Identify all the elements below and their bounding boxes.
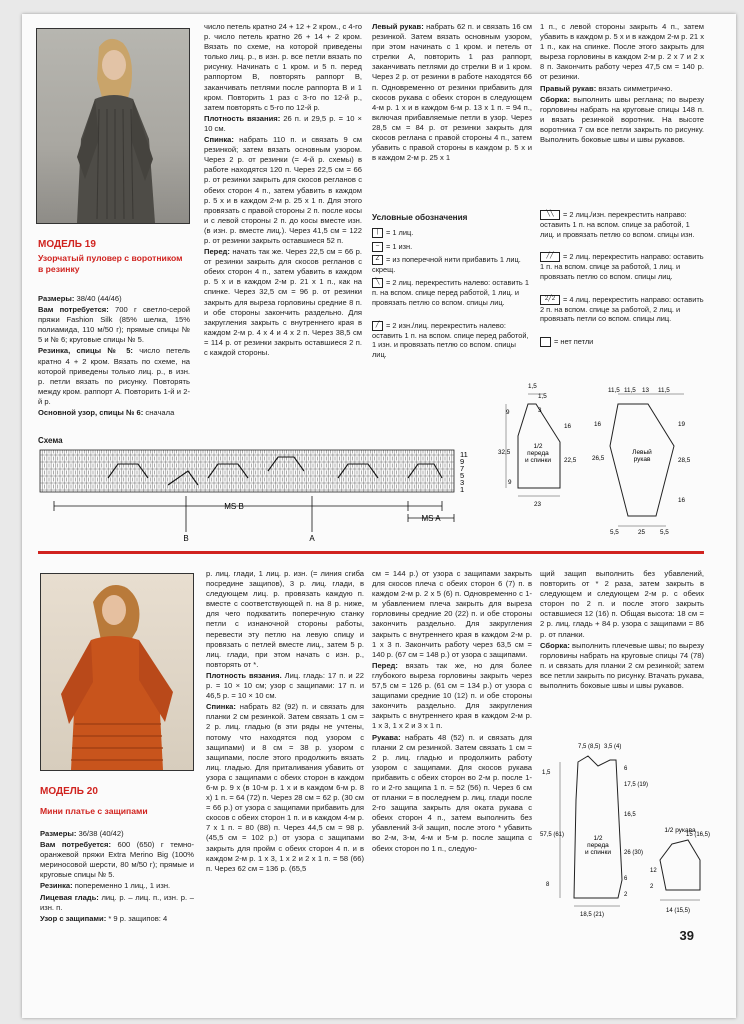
paragraph-heading: Сборка: xyxy=(540,640,570,650)
legend-item xyxy=(372,278,532,307)
paragraph-text: 38/40 (44/46) xyxy=(74,294,122,303)
dim20-14: 15 (16,5) xyxy=(686,832,710,838)
model20-photo xyxy=(40,573,194,771)
paragraph-heading: Резинка, спицы № 5: xyxy=(38,346,133,356)
paragraph xyxy=(40,840,194,880)
legend-text: = 1 изн. xyxy=(386,241,413,251)
dim20-13: 12 xyxy=(650,868,657,874)
paragraph xyxy=(40,881,194,891)
paragraph xyxy=(40,893,194,913)
dim-sleeve-8: 5,5 xyxy=(660,529,669,536)
paragraph xyxy=(38,346,190,407)
woman-orange-dress-illustration xyxy=(41,574,193,770)
paragraph-text: набрать 62 п. и связать 16 см резинкой. Затем вязать основным узором, при этом начинать с 1 кром. и петель от стрелки А, повторить 1 раз раппорт, заканчивать петлями до стрелки В и 1 кром. Через 2 р. от резинки в работе находятся 66 п. Одновременно от резинки прибавить для скосов рукава с обеих сторон в следующем 4-м р. 1 х и в каждом 6-м р. 13 х 1 п. = 94 п., включая прибавляемые петли в узор. Через 28,5 см = 84 р. от резинки закрыть для скосов реглана с правой стороны 4 п., затем убавить с правой стороны в каждом р. 5 х и в каждом 2-м р. 25 х 1 xyxy=(372,22,532,163)
model20-pattern-diagram xyxy=(540,740,710,920)
legend-title: Условные обозначения xyxy=(372,213,468,222)
legend-text: = 4 лиц. перекрестить направо: оставить 2 п. на вспом. спице за работой, 2 лиц. и провязать петли со вспом. спицы лиц. xyxy=(540,294,704,324)
row-numbers xyxy=(460,450,468,494)
paragraph xyxy=(204,135,362,246)
dim-sleeve-6: 5,5 xyxy=(610,529,619,536)
half-sleeve-label: 1/2 рукава xyxy=(664,827,696,834)
legend-item xyxy=(540,337,704,347)
half-sleeve-outline xyxy=(660,840,700,890)
paragraph-heading: Резинка: xyxy=(40,881,73,891)
paragraph-text: набрать 48 (52) п. и связать для планки 2 см резинкой. Затем связать 1 см = 2 р. лиц. гладью и продолжить работу узором с защипами. Для скосов рукава прибавить с обеих сторон во 2-м р. после 1-го и 2-го защипа 1 п. = 52 (56) п. Через 6 см от планки = в последнем р. лиц. глади после 2-го защипа закрыть для оката рукава с обеих сторон 4 п., затем выполнить без убавлений 3-й защип, после этого * убавить во 2-м, 3-м, 4-м и 5-м р. после защипа с обеих сторон по 1 п., следую- xyxy=(372,732,532,853)
paragraph-heading: Рукава: xyxy=(372,732,401,742)
dim-front-7: 23 xyxy=(534,501,542,508)
dim20-10: 2 xyxy=(624,892,628,898)
paragraph-text: сначала xyxy=(143,408,175,418)
dim-sleeve-4: 28,5 xyxy=(678,457,691,464)
schema-label: Схема xyxy=(38,436,63,445)
legend-left xyxy=(372,228,532,368)
legend-symbol: – xyxy=(372,242,383,252)
paragraph-heading: Спинка: xyxy=(206,702,236,712)
paragraph-text: попеременно 1 лиц., 1 изн. xyxy=(72,881,171,891)
model20-column-4 xyxy=(540,569,704,719)
legend-text: = 1 лиц. xyxy=(386,228,414,237)
dim-sleeve-5: 16 xyxy=(678,497,686,504)
page-number: 39 xyxy=(679,928,694,943)
arrow-b-label: B xyxy=(183,534,189,543)
front-back-label: 1/2 переда и спинки xyxy=(525,443,551,464)
dim20-12: 8 xyxy=(546,882,550,888)
paragraph xyxy=(540,641,704,691)
legend-text: = 2 лиц. перекрестить налево: оставить 1 п. на вспом. спице перед работой, 1 лиц. и провязать петлю со вспом. спицы лиц. xyxy=(372,278,529,307)
paragraph xyxy=(38,408,190,418)
dim-top-4: 11,5 xyxy=(624,387,636,394)
paragraph xyxy=(206,671,364,701)
paragraph-text: 700 г светло-серой пряжи Fashion Silk (85% шелка, 15% полиамида, 110 м/50 г); прямые спицы № 5 и № 6; круговые спицы № 5. xyxy=(38,305,190,345)
legend-symbol: ╲╲ xyxy=(540,210,560,220)
dim-top-1: 1,5 xyxy=(528,383,537,390)
paragraph xyxy=(540,95,704,145)
legend-text: = 2 лиц. перекрестить направо: оставить 1 п. на вспом. спице за работой, 1 лиц. и провязать петлю со вспом. спицы лиц. xyxy=(540,252,704,281)
dim-top-3: 11,5 xyxy=(608,387,620,394)
paragraph-heading: Лицевая гладь: xyxy=(40,892,99,902)
dim20-11: 18,5 (21) xyxy=(580,912,605,918)
paragraph-text: набрать 82 (92) п. и связать для планки 2 см резинкой. Затем связать 1 см = 2 р. лиц. гладью (в эти ряды не учтены, потому что находятся под узором с защипами) и 8 см = 38 р. узором с защипами, после этого продолжить вязать лиц. гладью. Для приталивания убавить от узора с защипами с обеих сторон в каждом 6-м р. 9 х (в 10-м р. 1 х и в каждом 6-м р. 8 х) 1 п. = 64 (72) п. Через 28 см = 62 р. (30 см = 66 р.) от узора с защипами прибавить для скосов с обеих сторон 1 п. и в каждом 4-м р. 7 х 1 п. = 80 (88) п. Через 44,5 см = 98 р. (45,5 см = 102 р.) от узора с защипами закрыть для пройм с обеих сторон 4 п. и в каждом 2-м р. 1 х 3, 1 х 2 и 2 х 1 п. = 58 (66) п. Через 62 см = 136 р. (65,5 xyxy=(206,702,364,873)
dim20-9: 6 xyxy=(624,876,628,882)
paragraph xyxy=(372,733,532,854)
dim20-1: 7,5 (8,5) xyxy=(578,744,601,750)
paragraph-heading: Плотность вязания: xyxy=(204,113,281,123)
model19-column-3 xyxy=(372,22,532,204)
paragraph-text: * 9 р. защипов: 4 xyxy=(106,913,168,923)
legend-symbol: ╲ xyxy=(372,278,383,288)
dim-top-6: 11,5 xyxy=(658,387,670,394)
paragraph-text: Лиц. гладь: 17 п. и 22 р. = 10 × 10 см; узор с защипами: 17 п. и 46,5 р. = 10 × 10 см. xyxy=(206,670,364,701)
paragraph xyxy=(206,569,364,670)
paragraph xyxy=(204,22,362,113)
dim20-2: 3,5 (4) xyxy=(604,744,622,750)
paragraph-text: выполнить плечевые швы; по вырезу горловины набрать на круговые спицы 74 (78) п. и связать для планки 2 см резинкой; затем все петли закрыть по рисунку. Втачать рукава, выполнить боковые швы и швы рукавов. xyxy=(540,640,704,691)
dim-top-2: 1,5 xyxy=(538,393,547,400)
legend-item xyxy=(540,252,704,281)
model20-title: МОДЕЛЬ 20 xyxy=(40,786,98,797)
paragraph-heading: Плотность вязания. xyxy=(206,670,282,680)
paragraph-heading: Размеры: xyxy=(40,829,77,838)
row-number-1: 1 xyxy=(460,485,465,494)
paragraph-heading: Вам потребуется: xyxy=(38,305,109,315)
model19-column-1 xyxy=(38,294,190,426)
model19-column-2 xyxy=(204,22,362,426)
dress-label: 1/2 переда и спинки xyxy=(585,835,611,856)
row-number-9: 9 xyxy=(460,457,465,466)
paragraph xyxy=(38,305,190,345)
paragraph-text: см = 144 р.) от узора с защипами закрыть для скосов плеча с обеих сторон 6 (7) п. в каждом 2-м р. 2 х 5 (6) п. Одновременно с 1-м убавлением плеча закрыть для выреза горловины средние 20 (22) п. и обе стороны закончить раздельно. Для закругления закрыть с внутреннего края в каждом 2-м р. 1 х 3 п. Закончить работу через 63,5 см = 140 р. (67 см = 148 р.) от узора с защипами. xyxy=(372,569,532,659)
dim20-4: 1,5 xyxy=(542,770,551,776)
paragraph-text: р. лиц. глади, 1 лиц. р. изн. (= линия сгиба посредине защипов), 3 р. лиц. глади, в следующем лиц. р. провязать каждую п. вместе с соответствующей п. на 8 р. ниже, для чего подхватить поперечную станку петли с изнаночной стороны работы, перевести эту петлю на левую спицу и провязать с петлей вместе лиц., затем 5 р. лиц. глади, при этом начать с изн. р., повторять от *. xyxy=(206,569,364,669)
paragraph xyxy=(206,702,364,874)
knitting-chart xyxy=(38,448,490,544)
paragraph xyxy=(540,569,704,640)
model19-pattern-diagram xyxy=(498,376,704,536)
paragraph-text: вязать так же, но для более глубокого выреза горловины закрыть через 57,5 см = 126 р. (61 см = 134 р.) от узора с защипами средние 10 (12) п. и обе стороны закончить раздельно. Для закругления закрыть с внутреннего края в каждом 2-м р. 1 х 3, 1 х 2 и 3 х 1 п. xyxy=(372,660,532,731)
paragraph-heading: Размеры: xyxy=(38,294,75,303)
paragraph-text: лиц. р. – лиц. п., изн. р. – изн. п. xyxy=(40,892,194,912)
dim-sleeve-2: 19 xyxy=(678,421,686,428)
legend-item xyxy=(372,228,532,238)
paragraph-heading: Узор с защипами: xyxy=(40,913,107,923)
legend-right xyxy=(540,210,704,370)
dim-front-1: 9 xyxy=(506,409,510,416)
dim-front-3: 16 xyxy=(564,423,572,430)
row-number-7: 7 xyxy=(460,464,465,473)
model20-column-1 xyxy=(40,829,194,925)
dim20-6: 16,5 xyxy=(624,812,636,818)
paragraph-text: выполнить швы реглана; по вырезу горловины набрать на круговые спицы 148 п. и вязать резинкой воротник. На высоте воротника 7 см все петли закрыть по рисунку. Выполнить боковые швы и швы рукавов. xyxy=(540,94,704,145)
dim20-3: 6 xyxy=(624,766,628,772)
dim-top-5: 13 xyxy=(642,387,650,394)
dim20-7: 57,5 (61) xyxy=(540,832,565,838)
paragraph-heading: Спинка: xyxy=(204,135,234,145)
dim-sleeve-7: 25 xyxy=(638,529,646,536)
paragraph-heading: Правый рукав: xyxy=(540,83,597,93)
dim20-5: 17,5 (19) xyxy=(624,782,649,788)
dim20-16: 14 (15,5) xyxy=(666,908,691,914)
row-number-5: 5 xyxy=(460,471,465,480)
legend-item xyxy=(372,242,532,252)
paragraph xyxy=(372,569,532,660)
legend-text: = нет петли xyxy=(554,337,594,347)
model20-subtitle: Мини платье с защипами xyxy=(40,806,148,816)
dim-front-4: 32,5 xyxy=(498,449,511,456)
legend-symbol: | xyxy=(372,228,383,238)
paragraph-text: 1 п., с левой стороны закрыть 4 п., затем убавить в каждом р. 5 х и в каждом 2-м р. 21 х 1 п., как на спинке. После этого закрыть для выреза горловины в каждом 2-м р. 2 х 7 и 2 х 8 п. Закончить работу через 47,5 см = 140 р. от резинки. xyxy=(540,22,704,82)
dress-outline xyxy=(574,756,622,898)
repeat-brackets xyxy=(54,496,454,532)
legend-symbol xyxy=(540,337,551,347)
paragraph-heading: Вам потребуется: xyxy=(40,840,111,850)
dim-front-6: 9 xyxy=(508,479,512,486)
model19-subtitle: Узорчатый пуловер с воротником в резинку xyxy=(38,253,183,274)
chart-grid xyxy=(40,450,454,492)
dim-sleeve-3: 26,5 xyxy=(592,455,605,462)
model19-title: МОДЕЛЬ 19 xyxy=(38,239,96,250)
model20-column-3 xyxy=(372,569,532,925)
dim20-15: 2 xyxy=(650,884,654,890)
paragraph-text: 36/38 (40/42) xyxy=(76,829,124,838)
row-number-11: 11 xyxy=(460,450,468,459)
paragraph-heading: Перед: xyxy=(204,247,230,257)
row-number-3: 3 xyxy=(460,478,465,487)
model19-column-4 xyxy=(540,22,704,212)
dim-sleeve-1: 16 xyxy=(594,421,602,428)
paragraph xyxy=(372,22,532,163)
legend-text: = 2 изн./лиц. перекрестить налево: оставить 1 п. на вспом. спице перед работой, 1 изн. и провязать петлю со вспом. спицы лиц. xyxy=(372,320,529,359)
paragraph-text: вязать симметрично. xyxy=(596,83,673,93)
paragraph-text: 26 п. и 29,5 р. = 10 × 10 см. xyxy=(204,113,362,133)
legend-symbol: ╱╱ xyxy=(540,252,560,262)
paragraph xyxy=(40,914,194,924)
arrow-a-label: A xyxy=(309,534,315,543)
paragraph-heading: Левый рукав: xyxy=(372,22,424,31)
paragraph xyxy=(540,22,704,83)
paragraph-text: набрать 110 п. и связать 9 см резинкой; затем вязать основным узором. Через 2 р. от резинки (= 4-й р. схемы) в работе находятся 120 п. Через 22,5 см = 66 р. от резинки закрыть для скосов регланов с обеих сторон 4 п., затем убавить в каждом р. 5 х и в каждом 2-м р. 25 х 1 п. Для этого провязать с правой стороны 2 п. после косы и с левой стороны 2 п. до косы вместе изн. (в изн. р. вместе лиц.). Через 41,5 см = 122 р. от резинки закрыть оставшиеся 52 п. xyxy=(204,135,362,245)
dim-front-5: 22,5 xyxy=(564,457,577,464)
section-divider xyxy=(38,551,704,554)
paragraph-text: начать так же. Через 22,5 см = 66 р. от резинки закрыть для скосов регланов с обеих сторон 4 п., затем убавить в каждом р. 5 х и в каждом 2-м р. 21 х 1 п., как на спинке. Через 32,5 см = 96 р. от резинки закрыть для выреза горловины средние 8 п. и обе стороны закончить раздельно. Для закругления закрыть с внутреннего края в каждом 2-м р. 4 х 4 и 4 х 2 п. Через 38,5 см = 114 р. от резинки закрыть оставшиеся 2 п. с каждой стороны. xyxy=(204,247,362,357)
woman-grey-sweater-illustration xyxy=(37,29,189,223)
model19-photo xyxy=(36,28,190,224)
dim-front-2: 3 xyxy=(538,407,542,414)
paragraph xyxy=(372,661,532,732)
legend-item xyxy=(540,295,704,324)
legend-symbol: 2╱2 xyxy=(540,295,560,305)
legend-symbol: ╱ xyxy=(372,321,383,331)
legend-item xyxy=(372,321,532,360)
paragraph xyxy=(204,247,362,358)
paragraph-text: число петель кратно 4 + 2 кром. Вязать по схеме, на которой приведены только лиц. р., в изн. р. петли вязать по рисунку. Повторять между кром. раппорт А. Повторить 1-й и 2-й р. xyxy=(38,346,190,406)
paragraph-heading: Сборка: xyxy=(540,94,570,104)
ms-a-label: MS A xyxy=(421,514,441,523)
paragraph xyxy=(204,114,362,134)
paragraph xyxy=(540,84,704,94)
dim20-8: 26 (30) xyxy=(624,850,644,856)
model20-column-2 xyxy=(206,569,364,925)
paragraph-text: 600 (650) г темно-оранжевой пряжи Extra Merino Big (100% мериносовой шерсти, 80 м/50 г); прямые и круговые спицы № 5. xyxy=(40,840,194,880)
paragraph-heading: Перед: xyxy=(372,660,398,670)
paragraph-heading: Основной узор, спицы № 6: xyxy=(38,408,144,418)
paragraph xyxy=(40,829,194,839)
legend-item xyxy=(540,210,704,239)
legend-text: = 2 лиц./изн. перекрестить направо: оставить 1 п. на вспом. спице за работой, 1 лиц. и провязать петлю со вспом. спицы изн. xyxy=(540,210,695,239)
ms-b-label: MS B xyxy=(224,502,244,511)
legend-symbol: Z xyxy=(372,255,383,265)
paragraph-text: число петель кратно 24 + 12 + 2 кром., с 4-го р. число петель кратно 26 + 14 + 2 кром. Вязать по схеме, на которой приведены только лиц. р., в изн. р. все петли вязать по рисунку. Начинать с 1 кром. и 5 п. перед раппортом В, повторять раппорт В, заканчивать петлями после раппорта В и 1 кром. Повторить 1 раз с 3-го по 12-й р., затем повторять с 5-го по 12-й р. xyxy=(204,22,362,112)
sleeve-label: Левый рукав xyxy=(632,449,652,463)
legend-text: = из поперечной нити прибавить 1 лиц. скрещ. xyxy=(372,255,521,275)
legend-item xyxy=(372,255,532,275)
paragraph xyxy=(38,294,190,304)
paragraph-text: щий защип выполнить без убавлений, повторить от * 2 раза, затем закрыть в следующем и следующем 2-м р. с обеих сторон по 2 п. и после этого закрыть оставшиеся 12 (16) п. Общая высота: 18 см = 2 р. лиц. гладь + 84 р. узора с защипами = 86 р. от планки. xyxy=(540,569,704,639)
